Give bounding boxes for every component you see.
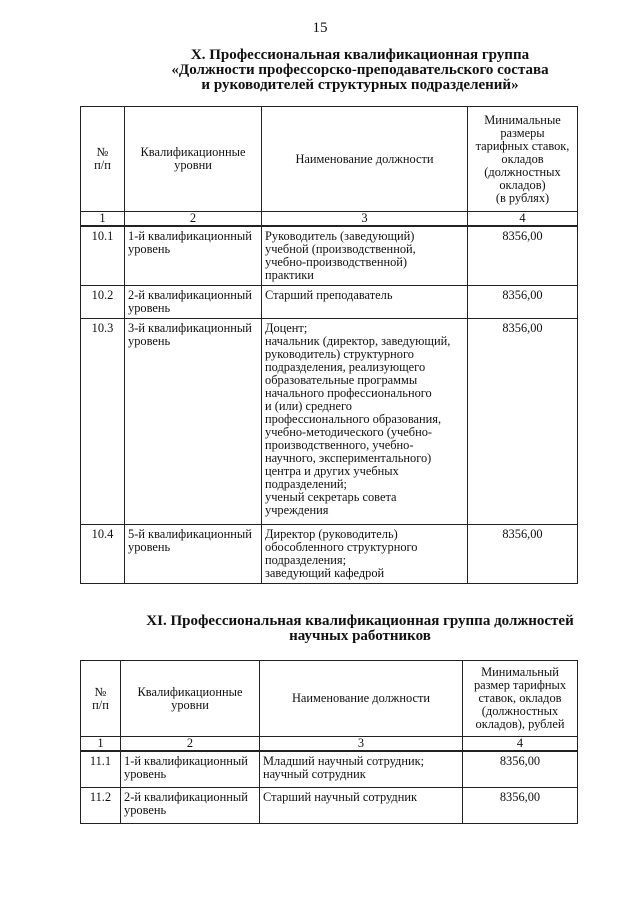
row-number: 11.2 [81, 787, 121, 823]
page-number: 15 [312, 20, 328, 36]
row-positions: Младший научный сотрудник; научный сотрудник [260, 751, 463, 787]
row-positions: Доцент; начальник (директор, заведующий, руководитель) структурного подразделения, реализующего образовательные программы начального профессионального и (или) среднего профессионального образования, учебно-методического (учебно- производственного, учебно- научного, экспериментального) центра и других учебных подразделений; ученый секретарь совета учреждения [262, 319, 468, 525]
table-row [81, 319, 578, 525]
row-positions: Старший преподаватель [262, 286, 468, 319]
table-row [81, 226, 578, 286]
section-11-heading-line: XI. Профессиональная квалификационная группа должностей [146, 613, 574, 629]
row-number: 10.4 [81, 525, 125, 584]
column-header-number: № п/п [81, 107, 125, 212]
section-10-table [80, 106, 578, 584]
column-header-level: Квалификационные уровни [125, 107, 262, 212]
table-row [81, 787, 578, 823]
row-level: 5-й квалификационный уровень [125, 525, 262, 584]
section-10-heading [80, 48, 640, 93]
row-salary: 8356,00 [468, 226, 578, 286]
row-number: 10.1 [81, 226, 125, 286]
row-salary: 8356,00 [468, 319, 578, 525]
row-level: 1-й квалификационный уровень [121, 751, 260, 787]
table-header-row [81, 107, 578, 212]
row-number: 10.2 [81, 286, 125, 319]
column-header-salary: Минимальные размеры тарифных ставок, окладов (должностных окладов) (в рублях) [468, 107, 578, 212]
table-row [81, 751, 578, 787]
column-header-salary: Минимальный размер тарифных ставок, окладов (должностных окладов), рублей [463, 661, 578, 737]
column-number: 2 [125, 212, 262, 227]
row-positions: Старший научный сотрудник [260, 787, 463, 823]
section-11-heading-line: научных работников [289, 628, 431, 644]
row-level: 2-й квалификационный уровень [125, 286, 262, 319]
column-number: 4 [463, 737, 578, 752]
row-salary: 8356,00 [468, 286, 578, 319]
row-salary: 8356,00 [468, 525, 578, 584]
table-header-row [81, 661, 578, 737]
column-header-position: Наименование должности [262, 107, 468, 212]
column-header-position: Наименование должности [260, 661, 463, 737]
row-salary: 8356,00 [463, 787, 578, 823]
column-number: 3 [260, 737, 463, 752]
section-11-heading [80, 614, 640, 644]
column-header-level: Квалификационные уровни [121, 661, 260, 737]
row-number: 10.3 [81, 319, 125, 525]
column-number-row [81, 212, 578, 227]
column-number: 3 [262, 212, 468, 227]
section-10-heading-line: и руководителей структурных подразделений» [201, 77, 519, 93]
row-positions: Руководитель (заведующий) учебной (производственной, учебно-производственной) практики [262, 226, 468, 286]
table-row [81, 286, 578, 319]
row-level: 3-й квалификационный уровень [125, 319, 262, 525]
column-number: 2 [121, 737, 260, 752]
column-header-number: № п/п [81, 661, 121, 737]
row-number: 11.1 [81, 751, 121, 787]
column-number: 4 [468, 212, 578, 227]
column-number-row [81, 737, 578, 752]
table-row [81, 525, 578, 584]
column-number: 1 [81, 212, 125, 227]
section-11-table [80, 660, 578, 824]
column-number: 1 [81, 737, 121, 752]
row-salary: 8356,00 [463, 751, 578, 787]
section-10-heading-line: X. Профессиональная квалификационная группа [190, 47, 530, 63]
row-positions: Директор (руководитель) обособленного структурного подразделения; заведующий кафедрой [262, 525, 468, 584]
row-level: 1-й квалификационный уровень [125, 226, 262, 286]
row-level: 2-й квалификационный уровень [121, 787, 260, 823]
section-10-heading-line: «Должности профессорско-преподавательского состава [171, 62, 549, 78]
